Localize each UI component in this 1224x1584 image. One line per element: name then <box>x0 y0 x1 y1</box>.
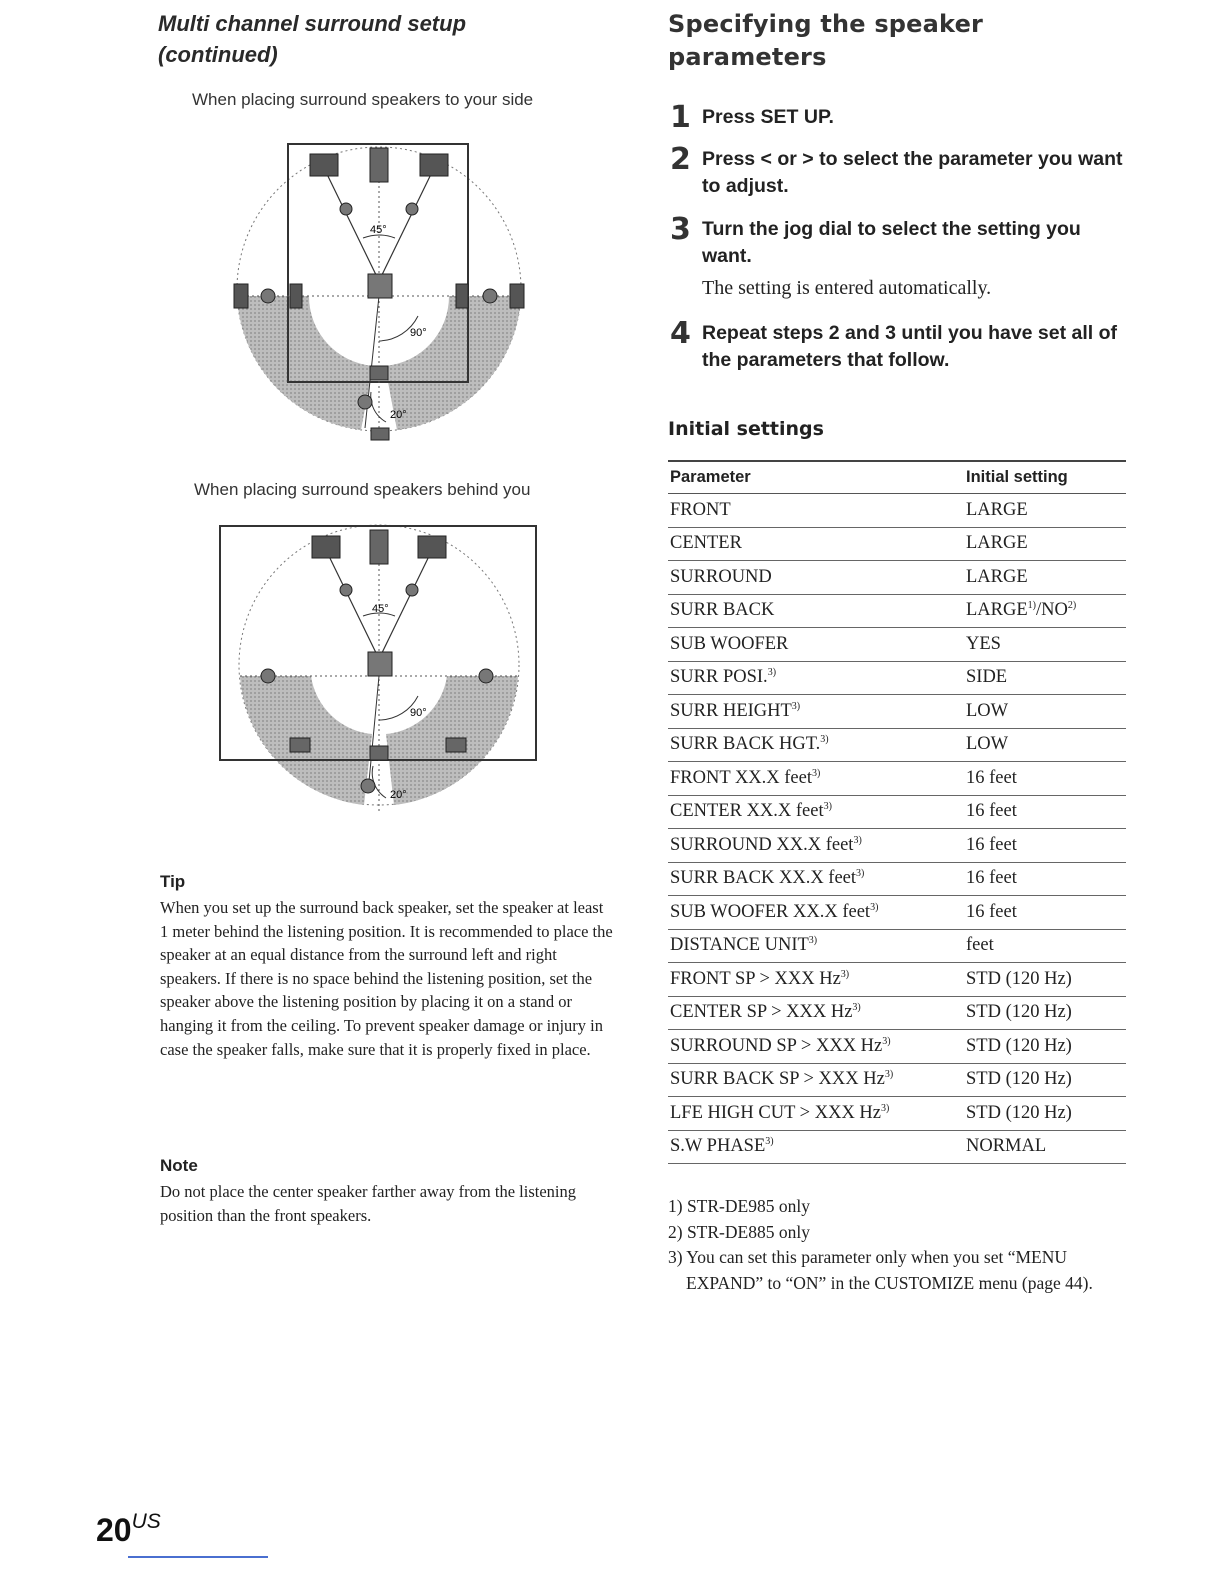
initial-setting-value: SIDE <box>966 667 1008 688</box>
section-title <box>158 8 628 70</box>
initial-setting-value: 16 feet <box>966 801 1017 822</box>
note-title: Note <box>160 1156 198 1175</box>
section-title-right <box>668 8 1133 74</box>
angle-label-side: 90° <box>410 327 427 339</box>
step-text: Turn the jog dial to select the setting you want. <box>702 218 1081 267</box>
footnote-1: 1) STR-DE985 only <box>668 1196 810 1216</box>
initial-setting-value: 16 feet <box>966 901 1017 922</box>
parameter-name: FRONT SP > XXX Hz <box>670 968 841 989</box>
section-title-line2: (continued) <box>158 42 278 67</box>
surround-back-outer-speaker <box>371 428 389 440</box>
initial-setting-cell <box>964 963 1126 997</box>
footnote-ref: 3) <box>823 801 832 813</box>
initial-setting-cell <box>964 1130 1126 1164</box>
initial-setting-cell <box>964 929 1126 963</box>
right-column <box>668 8 1133 1293</box>
speaker-diagram-behind <box>218 524 540 824</box>
parameter-name: SURR BACK <box>670 600 775 621</box>
initial-setting-value: LOW <box>966 700 1009 721</box>
initial-setting-value: NORMAL <box>966 1136 1047 1157</box>
table-row <box>668 594 1126 628</box>
table-row <box>668 762 1126 796</box>
parameter-name: CENTER SP > XXX Hz <box>670 1002 853 1023</box>
footnote-ref: 3) <box>853 834 862 846</box>
footnote-ref: 3) <box>881 1102 890 1114</box>
initial-setting-cell <box>964 862 1126 896</box>
surround-zone-left <box>237 296 373 430</box>
initial-setting-cell <box>964 829 1126 863</box>
parameter-cell <box>668 695 964 729</box>
initial-setting-value: LOW <box>966 734 1009 755</box>
parameter-name: S.W PHASE <box>670 1136 766 1157</box>
parameter-name: SURR HEIGHT <box>670 700 792 721</box>
angle-label-rear: 20° <box>390 789 407 801</box>
sl-position-marker <box>261 669 275 683</box>
parameter-name: FRONT XX.X feet <box>670 767 812 788</box>
initial-setting-cell <box>964 527 1126 561</box>
surround-left-outer-speaker <box>234 284 248 308</box>
page-number-value: 20 <box>96 1512 132 1548</box>
section-title-line1: Multi channel surround setup <box>158 11 467 36</box>
initial-setting-value: STD (120 Hz) <box>966 1035 1072 1056</box>
parameter-cell <box>668 1130 964 1164</box>
footnote-2: 2) STR-DE885 only <box>668 1221 810 1242</box>
step-text: Press SET UP. <box>702 106 834 128</box>
step-description: The setting is entered automatically. <box>702 277 992 299</box>
initial-setting-cell <box>964 896 1126 930</box>
initial-setting-value: STD (120 Hz) <box>966 1102 1072 1123</box>
listener-icon <box>368 652 392 676</box>
table-row <box>668 1097 1126 1131</box>
parameter-cell <box>668 896 964 930</box>
speaker-diagram-side <box>226 136 532 448</box>
step-number: 3 <box>670 212 691 247</box>
table-header-row <box>668 461 1126 494</box>
footnote-ref: 3) <box>791 700 801 712</box>
parameter-name: SUB WOOFER <box>670 633 789 654</box>
initial-setting-cell <box>964 1030 1126 1064</box>
step-2 <box>668 142 1133 200</box>
front-left-speaker <box>312 536 340 558</box>
step-4 <box>668 316 1133 374</box>
front-left-speaker <box>310 154 338 176</box>
footnote-ref: 3) <box>882 1035 891 1047</box>
table-row <box>668 661 1126 695</box>
parameter-cell <box>668 561 964 595</box>
footnote-ref: 3) <box>808 935 818 947</box>
table-row <box>668 795 1126 829</box>
surround-left-speaker <box>290 738 310 752</box>
table-row <box>668 628 1126 662</box>
page-number <box>96 1510 161 1549</box>
table-row <box>668 929 1126 963</box>
parameter-name: CENTER <box>670 533 742 554</box>
step-text: Repeat steps 2 and 3 until you have set all of the parameters that follow. <box>702 322 1118 371</box>
sl-position-marker <box>261 289 275 303</box>
section-title-right-line2: parameters <box>668 43 827 71</box>
initial-setting-value: 16 feet <box>966 868 1017 889</box>
parameter-name: SURROUND SP > XXX Hz <box>670 1035 883 1056</box>
step-text: Press < or > to select the parameter you want to adjust. <box>702 148 1123 197</box>
initial-setting-cell <box>964 594 1126 628</box>
initial-setting-cell <box>964 728 1126 762</box>
parameter-cell <box>668 728 964 762</box>
front-right-speaker <box>420 154 448 176</box>
table-row <box>668 1063 1126 1097</box>
initial-setting-value: STD (120 Hz) <box>966 1069 1072 1090</box>
initial-setting-value: YES <box>966 633 1001 654</box>
initial-setting-cell <box>964 628 1126 662</box>
footnote-ref: 3) <box>870 901 879 913</box>
initial-setting-cell <box>964 494 1126 528</box>
footnote-ref: 3) <box>767 667 777 679</box>
step-number: 2 <box>670 142 691 177</box>
sr-position-marker <box>479 669 493 683</box>
table-row <box>668 561 1126 595</box>
front-right-speaker <box>418 536 446 558</box>
initial-setting-cell <box>964 996 1126 1030</box>
parameter-name: LFE HIGH CUT > XXX Hz <box>670 1102 882 1123</box>
parameter-name: SURROUND <box>670 566 772 587</box>
center-speaker <box>370 530 388 564</box>
parameter-cell <box>668 661 964 695</box>
footnote-ref: 3) <box>812 767 821 779</box>
surround-left-speaker <box>290 284 302 308</box>
initial-setting-value: STD (120 Hz) <box>966 968 1072 989</box>
parameter-cell <box>668 762 964 796</box>
parameter-cell <box>668 829 964 863</box>
tip-text: When you set up the surround back speaker, set the speaker at least 1 meter behind the listening position. It is recommended to place the speaker at an equal distance from the surround left and right speakers. If there is no space behind the listening position, set the speaker above the listening position by placing it on a stand or hanging it from the ceiling. To prevent speaker damage or injury in case the speaker falls, make sure that it is properly fixed in place. <box>160 898 613 1059</box>
parameter-cell <box>668 1097 964 1131</box>
initial-setting-value: LARGE <box>966 499 1028 520</box>
footnote-ref: 3) <box>765 1136 774 1148</box>
footnote-ref: 3) <box>820 734 829 746</box>
page-number-suffix: US <box>131 1510 161 1533</box>
initial-setting-cell <box>964 695 1126 729</box>
initial-setting-value: 16 feet <box>966 767 1017 788</box>
parameter-cell <box>668 963 964 997</box>
initial-setting-value: /NO <box>1036 600 1068 621</box>
footnotes <box>668 1194 1128 1296</box>
footnote-3: 3) You can set this parameter only when you set “MENU EXPAND” to “ON” in the CUSTOMIZE menu (page 44). <box>668 1247 1093 1293</box>
column-header-parameter: Parameter <box>668 461 964 494</box>
bottom-rule <box>128 1556 268 1558</box>
caption-behind: When placing surround speakers behind you <box>194 480 531 499</box>
table-row <box>668 1030 1126 1064</box>
surround-back-speaker <box>370 746 388 760</box>
initial-setting-value: LARGE <box>966 600 1028 621</box>
parameter-name: FRONT <box>670 499 731 520</box>
angle-label-rear: 20° <box>390 409 407 421</box>
surround-right-speaker <box>456 284 468 308</box>
caption-side: When placing surround speakers to your side <box>192 90 534 109</box>
initial-setting-value: LARGE <box>966 533 1028 554</box>
footnote-ref: 3) <box>840 968 850 980</box>
parameter-cell <box>668 795 964 829</box>
initial-setting-value: 16 feet <box>966 834 1017 855</box>
table-body <box>668 494 1126 1164</box>
parameter-name: SURR POSI. <box>670 667 768 688</box>
parameter-cell <box>668 628 964 662</box>
table-row <box>668 695 1126 729</box>
parameter-cell <box>668 494 964 528</box>
table-row <box>668 963 1126 997</box>
parameter-cell <box>668 1030 964 1064</box>
table-row <box>668 862 1126 896</box>
parameter-cell <box>668 594 964 628</box>
parameter-name: SURR BACK HGT. <box>670 734 821 755</box>
initial-settings-table <box>668 460 1126 1164</box>
initial-setting-cell <box>964 1097 1126 1131</box>
table-row <box>668 896 1126 930</box>
footnote-ref: 1) <box>1027 600 1037 612</box>
table-row <box>668 494 1126 528</box>
angle-label-side: 90° <box>410 707 427 719</box>
parameter-name: SUB WOOFER XX.X feet <box>670 901 871 922</box>
angle-label-front: 45° <box>372 603 389 615</box>
initial-setting-cell <box>964 661 1126 695</box>
tip-title: Tip <box>160 872 186 891</box>
initial-setting-cell <box>964 762 1126 796</box>
angle-label-front: 45° <box>370 224 387 236</box>
table-row <box>668 829 1126 863</box>
initial-setting-value: LARGE <box>966 566 1028 587</box>
table-row <box>668 728 1126 762</box>
parameter-cell <box>668 1063 964 1097</box>
initial-settings-title: Initial settings <box>668 418 824 440</box>
table-row <box>668 996 1126 1030</box>
surround-back-speaker <box>370 366 388 380</box>
center-speaker <box>370 148 388 182</box>
parameter-name: CENTER XX.X feet <box>670 801 824 822</box>
section-title-right-line1: Specifying the speaker <box>668 10 984 38</box>
initial-setting-cell <box>964 561 1126 595</box>
initial-setting-value: feet <box>966 935 994 956</box>
table-row <box>668 527 1126 561</box>
parameter-cell <box>668 929 964 963</box>
parameter-cell <box>668 527 964 561</box>
footnote-ref: 3) <box>852 1002 861 1014</box>
parameter-name: SURROUND XX.X feet <box>670 834 854 855</box>
footnote-ref: 3) <box>884 1069 894 1081</box>
parameter-cell <box>668 996 964 1030</box>
initial-setting-cell <box>964 1063 1126 1097</box>
footnote-ref: 2) <box>1067 600 1077 612</box>
note-text: Do not place the center speaker farther away from the listening position than the front speakers. <box>160 1182 576 1225</box>
initial-setting-cell <box>964 795 1126 829</box>
parameter-name: SURR BACK XX.X feet <box>670 868 857 889</box>
step-3 <box>668 212 1133 302</box>
parameter-cell <box>668 862 964 896</box>
parameter-name: SURR BACK SP > XXX Hz <box>670 1069 885 1090</box>
step-1 <box>668 100 1133 135</box>
sr-position-marker <box>483 289 497 303</box>
initial-setting-value: STD (120 Hz) <box>966 1002 1072 1023</box>
listener-icon <box>368 274 392 298</box>
surround-right-speaker <box>446 738 466 752</box>
column-header-initial-setting: Initial setting <box>964 461 1126 494</box>
footnote-ref: 3) <box>856 868 865 880</box>
step-number: 1 <box>670 100 691 135</box>
parameter-name: DISTANCE UNIT <box>670 935 809 956</box>
table-row <box>668 1130 1126 1164</box>
step-number: 4 <box>670 316 691 351</box>
surround-right-outer-speaker <box>510 284 524 308</box>
